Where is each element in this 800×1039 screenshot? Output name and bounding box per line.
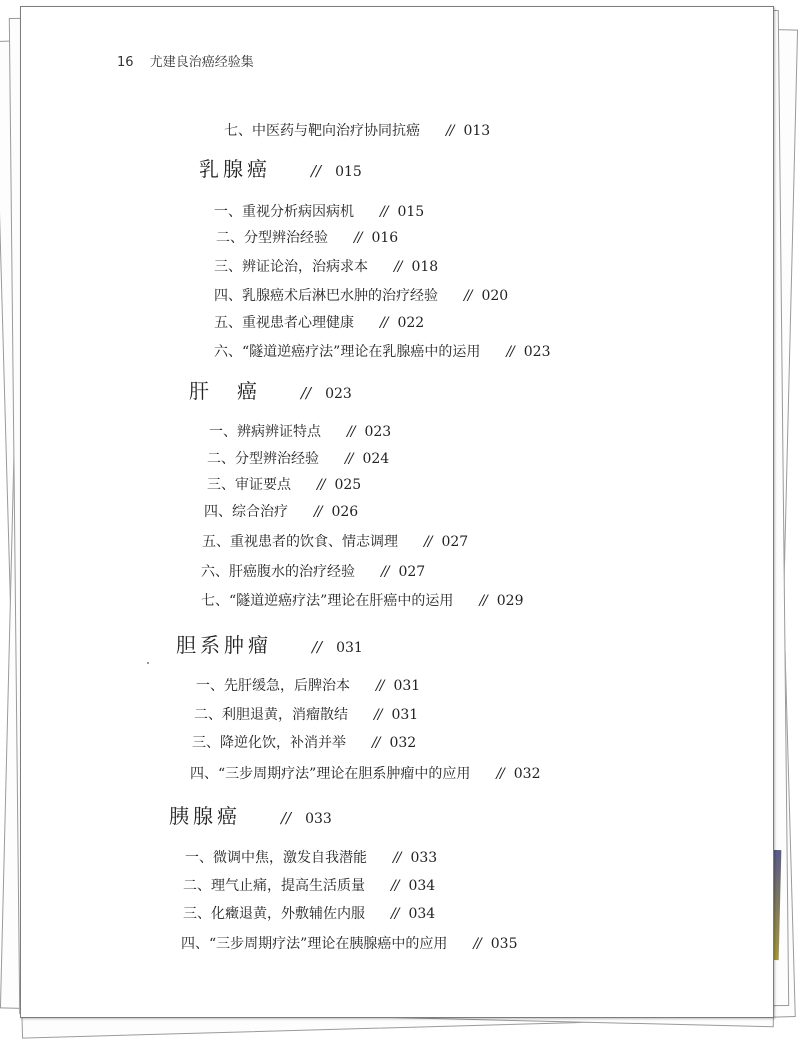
toc-entry-title: 六、肝癌腹水的治疗经验 — [201, 564, 355, 580]
book-title: 尤建良治癌经验集 — [149, 55, 254, 70]
toc-separator: // — [391, 878, 399, 894]
toc-entry — [224, 120, 490, 140]
toc-entry-page: 013 — [463, 123, 491, 139]
toc-entry-title: 四、“三步周期疗法”理论在胆系肿瘤中的应用 — [190, 766, 471, 782]
toc-separator: // — [312, 638, 323, 656]
toc-separator: // — [393, 850, 401, 866]
toc-separator: // — [381, 564, 389, 580]
toc-entry — [214, 341, 551, 361]
toc-entry-title: 六、“隧道逆癌疗法”理论在乳腺癌中的运用 — [214, 344, 481, 360]
section-page: 033 — [305, 811, 332, 827]
toc-entry-title: 四、综合治疗 — [204, 504, 288, 520]
toc-entry — [194, 704, 418, 724]
toc-separator: // — [424, 534, 432, 550]
toc-entry — [214, 256, 438, 276]
toc-entry-title: 七、中医药与靶向治疗协同抗癌 — [224, 123, 420, 139]
toc-separator: // — [380, 204, 388, 220]
section-page: 015 — [335, 164, 362, 180]
toc-entry-title: 三、化癥退黄，外敷辅佐内服 — [183, 906, 365, 922]
toc-entry-title: 一、微调中焦，激发自我潜能 — [185, 850, 367, 866]
toc-separator: // — [374, 707, 382, 723]
toc-entry-title: 四、乳腺癌术后淋巴水肿的治疗经验 — [214, 288, 438, 304]
toc-entry-title: 三、降逆化饮，补消并举 — [192, 735, 346, 751]
toc-entry-title: 二、分型辨治经验 — [207, 451, 319, 467]
toc-separator: // — [506, 344, 514, 360]
toc-entry-title: 一、先肝缓急，后脾治本 — [196, 678, 350, 694]
toc-entry-title: 五、重视患者心理健康 — [214, 315, 354, 331]
toc-entry-title: 七、“隧道逆癌疗法”理论在肝癌中的运用 — [201, 593, 454, 609]
toc-entry — [201, 590, 524, 610]
toc-entry-title: 四、“三步周期疗法”理论在胰腺癌中的应用 — [181, 936, 448, 952]
toc-entry-page: 034 — [408, 878, 436, 894]
toc-section-heading — [169, 800, 332, 829]
toc-separator: // — [446, 123, 454, 139]
section-page: 023 — [325, 386, 352, 402]
toc-separator: // — [391, 906, 399, 922]
toc-separator: // — [317, 477, 325, 493]
toc-entry-title: 一、辨病辨证特点 — [209, 424, 321, 440]
toc-entry-title: 二、利胆退黄，消瘤散结 — [194, 707, 348, 723]
toc-separator: // — [376, 678, 384, 694]
section-title: 乳腺癌 — [199, 157, 271, 181]
toc-entry — [196, 675, 420, 695]
toc-entry-page: 031 — [393, 678, 421, 694]
toc-entry — [192, 732, 416, 752]
toc-entry — [201, 561, 425, 581]
section-title: 胰腺癌 — [169, 804, 241, 828]
toc-entry-page: 029 — [496, 593, 524, 609]
toc-separator: // — [473, 936, 481, 952]
toc-entry-page: 020 — [481, 288, 509, 304]
toc-entry-page: 025 — [334, 477, 362, 493]
toc-separator: // — [464, 288, 472, 304]
toc-separator: // — [311, 162, 322, 180]
toc-entry-page: 016 — [371, 230, 399, 246]
toc-section-heading — [176, 629, 363, 658]
toc-separator: // — [354, 230, 362, 246]
toc-entry — [207, 448, 389, 468]
toc-section-heading — [189, 375, 352, 404]
toc-separator: // — [372, 735, 380, 751]
toc-entry — [202, 531, 468, 551]
toc-entry — [214, 201, 424, 221]
toc-entry-title: 二、理气止痛，提高生活质量 — [183, 878, 365, 894]
toc-separator: // — [301, 384, 312, 402]
toc-entry-page: 027 — [398, 564, 426, 580]
toc-entry — [183, 903, 435, 923]
toc-entry-page: 034 — [408, 906, 436, 922]
print-speck — [147, 662, 149, 664]
toc-entry-page: 015 — [397, 204, 425, 220]
toc-entry-page: 027 — [441, 534, 469, 550]
toc-entry-title: 二、分型辨治经验 — [216, 230, 328, 246]
toc-separator: // — [347, 424, 355, 440]
toc-separator: // — [380, 315, 388, 331]
toc-entry-title: 五、重视患者的饮食、情志调理 — [202, 534, 398, 550]
toc-section-heading — [199, 153, 362, 182]
toc-entry-page: 032 — [389, 735, 417, 751]
toc-entry-page: 023 — [523, 344, 551, 360]
toc-entry-page: 024 — [362, 451, 390, 467]
toc-entry-page: 032 — [513, 766, 541, 782]
toc-entry-title: 三、审证要点 — [207, 477, 291, 493]
toc-separator: // — [479, 593, 487, 609]
toc-entry-page: 033 — [410, 850, 438, 866]
section-title: 肝 癌 — [189, 379, 261, 403]
toc-separator: // — [314, 504, 322, 520]
toc-entry — [181, 933, 518, 953]
toc-entry — [183, 875, 435, 895]
toc-entry-page: 026 — [331, 504, 359, 520]
book-page — [20, 6, 774, 1018]
toc-entry-page: 035 — [490, 936, 518, 952]
toc-entry — [190, 763, 541, 783]
page-number: 16 — [117, 55, 134, 70]
running-header — [117, 51, 254, 70]
toc-entry — [216, 227, 398, 247]
toc-entry — [214, 285, 508, 305]
toc-entry — [209, 421, 391, 441]
toc-entry — [185, 847, 437, 867]
toc-entry — [204, 501, 358, 521]
toc-entry — [214, 312, 424, 332]
section-page: 031 — [336, 640, 363, 656]
toc-entry-page: 022 — [397, 315, 425, 331]
toc-entry-title: 一、重视分析病因病机 — [214, 204, 354, 220]
toc-entry — [207, 474, 361, 494]
toc-entry-title: 三、辨证论治，治病求本 — [214, 259, 368, 275]
toc-separator: // — [496, 766, 504, 782]
toc-entry-page: 031 — [391, 707, 419, 723]
section-title: 胆系肿瘤 — [176, 633, 272, 657]
toc-separator: // — [345, 451, 353, 467]
toc-entry-page: 018 — [411, 259, 439, 275]
toc-separator: // — [281, 809, 292, 827]
toc-separator: // — [394, 259, 402, 275]
toc-entry-page: 023 — [364, 424, 392, 440]
